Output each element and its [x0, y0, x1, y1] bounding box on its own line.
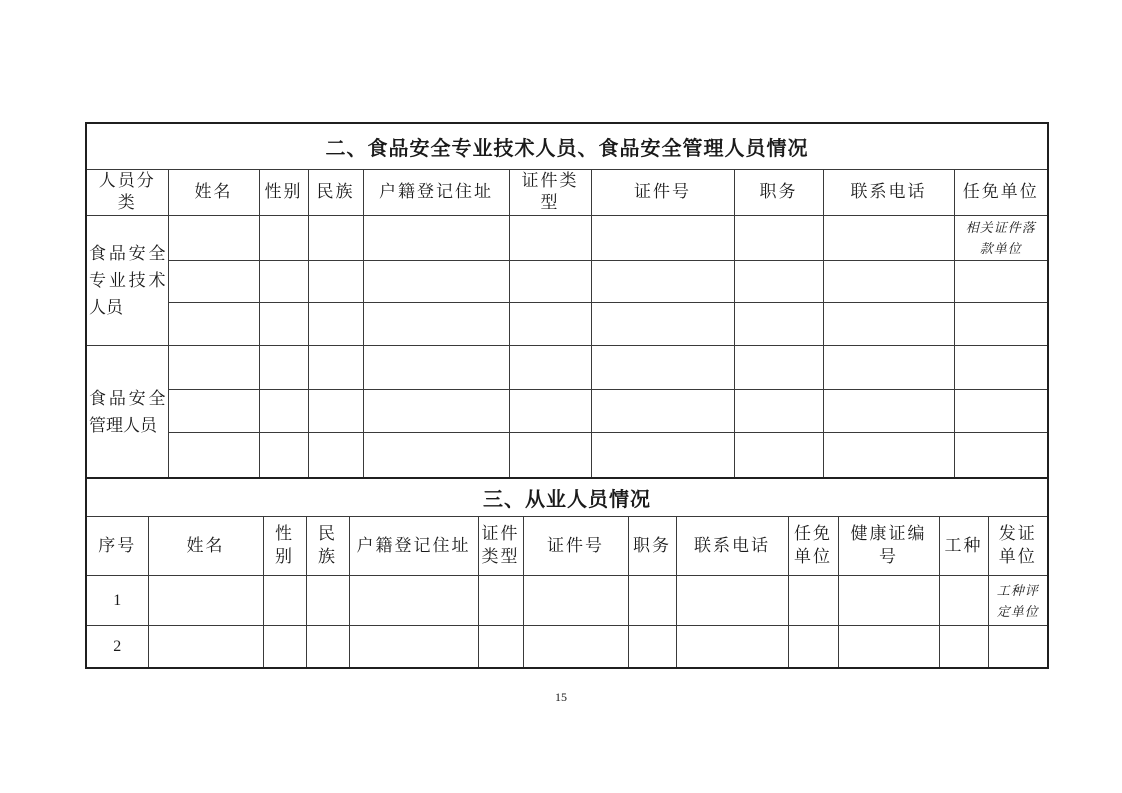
empty-cell [349, 626, 478, 668]
header-id-type: 证件类型 [478, 517, 523, 576]
empty-cell [363, 261, 509, 303]
empty-cell [308, 433, 363, 478]
empty-cell [259, 216, 308, 261]
empty-cell [148, 626, 263, 668]
section3-title-row [86, 478, 1048, 517]
header-job-type: 工种 [939, 517, 988, 576]
empty-cell [523, 576, 628, 626]
header-phone: 联系电话 [823, 169, 954, 216]
empty-cell [259, 433, 308, 478]
table-row [86, 216, 1048, 261]
page-number: 15 [555, 690, 567, 704]
empty-cell [591, 346, 734, 390]
table-row [86, 346, 1048, 390]
empty-cell [734, 433, 823, 478]
empty-cell [788, 626, 838, 668]
header-appointing-unit: 任免单位 [954, 169, 1048, 216]
table-row [86, 261, 1048, 303]
table-row [86, 390, 1048, 433]
empty-cell [823, 261, 954, 303]
serial-number-cell: 2 [86, 626, 148, 668]
empty-cell [939, 626, 988, 668]
job-type-note: 工种评定单位 [996, 582, 1039, 619]
empty-cell [823, 303, 954, 346]
header-position: 职务 [628, 517, 676, 576]
header-id-type: 证件类型 [509, 169, 591, 216]
empty-cell [988, 626, 1048, 668]
table-employees [85, 477, 1049, 669]
empty-cell [509, 346, 591, 390]
empty-cell [148, 576, 263, 626]
empty-cell [168, 346, 259, 390]
section2-title: 二、食品安全专业技术人员、食品安全管理人员情况 [86, 123, 1048, 169]
empty-cell [591, 261, 734, 303]
empty-cell [509, 261, 591, 303]
empty-cell [168, 390, 259, 433]
empty-cell [509, 216, 591, 261]
empty-cell [478, 576, 523, 626]
empty-cell [306, 626, 349, 668]
empty-cell [628, 626, 676, 668]
empty-cell [591, 390, 734, 433]
empty-cell [168, 216, 259, 261]
empty-cell [954, 433, 1048, 478]
group-label-technical-personnel: 食品安全专业技术人员 [86, 216, 168, 346]
header-registered-address: 户籍登记住址 [363, 169, 509, 216]
empty-cell [954, 303, 1048, 346]
header-id-number: 证件号 [591, 169, 734, 216]
empty-cell [263, 576, 306, 626]
empty-cell [676, 576, 788, 626]
header-ethnicity: 民族 [308, 169, 363, 216]
header-name: 姓名 [168, 169, 259, 216]
empty-cell [308, 390, 363, 433]
empty-cell [734, 346, 823, 390]
empty-cell [939, 576, 988, 626]
empty-cell [628, 576, 676, 626]
table-row [86, 303, 1048, 346]
empty-cell [734, 303, 823, 346]
empty-cell [263, 626, 306, 668]
header-gender: 性别 [263, 517, 306, 576]
empty-cell [308, 303, 363, 346]
empty-cell [259, 303, 308, 346]
header-gender: 性别 [259, 169, 308, 216]
empty-cell [308, 346, 363, 390]
empty-cell [734, 216, 823, 261]
section2-title-row [86, 123, 1048, 169]
table-row [86, 433, 1048, 478]
empty-cell [788, 576, 838, 626]
empty-cell [363, 216, 509, 261]
header-registered-address: 户籍登记住址 [349, 517, 478, 576]
section3-header-row [86, 517, 1048, 576]
certificate-note: 相关证件落款单位 [965, 220, 1036, 257]
empty-cell [478, 626, 523, 668]
empty-cell [363, 346, 509, 390]
empty-cell [363, 390, 509, 433]
empty-cell [591, 216, 734, 261]
empty-cell [168, 261, 259, 303]
empty-cell [349, 576, 478, 626]
empty-cell [838, 576, 939, 626]
section3-title: 三、从业人员情况 [86, 478, 1048, 517]
group-label-management-personnel: 食品安全管理人员 [86, 346, 168, 478]
header-appointing-unit: 任免单位 [788, 517, 838, 576]
form-tables [85, 122, 1047, 669]
empty-cell [823, 390, 954, 433]
empty-cell [734, 390, 823, 433]
empty-cell [954, 346, 1048, 390]
empty-cell [823, 346, 954, 390]
empty-cell [591, 303, 734, 346]
header-personnel-category: 人员分类 [86, 169, 168, 216]
empty-cell [308, 216, 363, 261]
header-health-cert-number: 健康证编号 [838, 517, 939, 576]
empty-cell [523, 626, 628, 668]
empty-cell [363, 433, 509, 478]
header-phone: 联系电话 [676, 517, 788, 576]
empty-cell [308, 261, 363, 303]
empty-cell [509, 303, 591, 346]
empty-cell [306, 576, 349, 626]
empty-cell [734, 261, 823, 303]
header-id-number: 证件号 [523, 517, 628, 576]
empty-cell [259, 390, 308, 433]
empty-cell [363, 303, 509, 346]
header-serial-number: 序号 [86, 517, 148, 576]
empty-cell [259, 346, 308, 390]
table-row [86, 576, 1048, 626]
table-row [86, 626, 1048, 668]
empty-cell [509, 433, 591, 478]
table-food-safety-personnel [85, 122, 1049, 479]
certificate-note-cell [954, 216, 1048, 261]
empty-cell [823, 433, 954, 478]
empty-cell [954, 390, 1048, 433]
header-issuing-unit: 发证单位 [988, 517, 1048, 576]
header-position: 职务 [734, 169, 823, 216]
header-ethnicity: 民族 [306, 517, 349, 576]
serial-number-cell: 1 [86, 576, 148, 626]
header-name: 姓名 [148, 517, 263, 576]
empty-cell [823, 216, 954, 261]
empty-cell [259, 261, 308, 303]
empty-cell [168, 303, 259, 346]
empty-cell [676, 626, 788, 668]
empty-cell [168, 433, 259, 478]
empty-cell [838, 626, 939, 668]
empty-cell [509, 390, 591, 433]
empty-cell [591, 433, 734, 478]
empty-cell [954, 261, 1048, 303]
section2-header-row [86, 169, 1048, 216]
job-type-note-cell [988, 576, 1048, 626]
